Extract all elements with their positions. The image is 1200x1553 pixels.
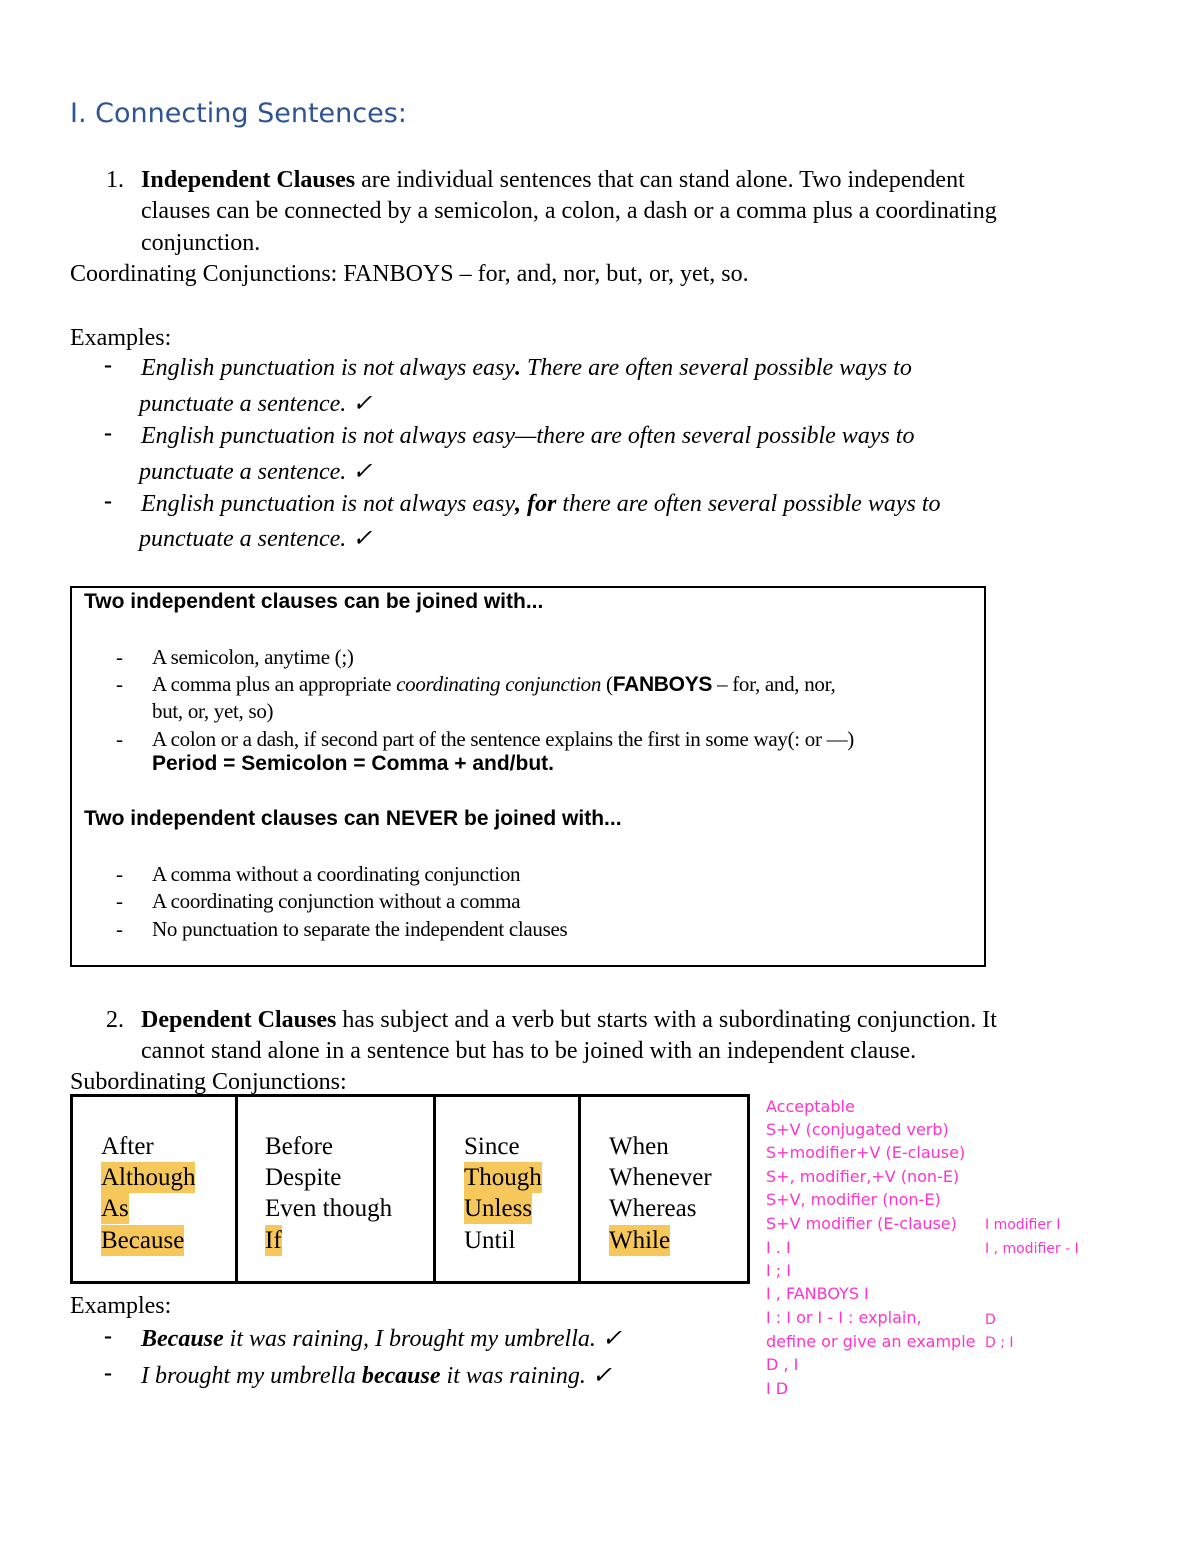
note-line: D , I [766,1355,799,1374]
fanboys-line: Coordinating Conjunctions: FANBOYS – for, and, nor, but, or, yet, so. [70,261,749,287]
section2-line1-rest: has subject and a verb but starts with a subordinating conjunction. It [336,1007,997,1033]
section1-line1-rest: are individual sentences that can stand alone. Two independent [355,167,965,193]
example-dependent-1-because: Because [141,1326,224,1352]
conjunction-word-highlighted: Unless [464,1195,533,1222]
conjunction-word-highlighted: While [609,1227,671,1254]
conjunction-word-highlighted: Though [464,1164,542,1191]
section1-line2: clauses can be connected by a semicolon, a colon, a dash or a comma plus a coordinating [141,198,997,224]
conjunction-word-highlighted: Although [101,1164,196,1191]
example-dependent-1-rest: it was raining, I brought my umbrella. ✓ [223,1326,622,1352]
bullet-dash: - [116,645,123,669]
note-line: Acceptable [766,1097,855,1116]
note-line: I , FANBOYS I [766,1284,869,1303]
example2-line2: punctuate a sentence. ✓ [139,459,373,485]
conjunction-word: Even though [265,1195,393,1222]
rules-heading-never: Two independent clauses can NEVER be joined with... [84,807,622,830]
conjunction-word-highlighted: If [265,1227,282,1254]
example3-line1 [141,487,940,521]
bullet-dash: - [116,889,123,913]
example1-part-a: English punctuation is not always easy [141,355,515,381]
note-line: S+modifier+V (E-clause) [766,1143,966,1162]
conjunction-word: Before [265,1133,334,1160]
section2-line2: cannot stand alone in a sentence but has to be joined with an independent clause. [141,1038,917,1064]
example1-part-c: There are often several possible ways to [520,355,912,381]
example2-line1: English punctuation is not always easy—there are often several possible ways to [141,423,915,449]
note-line-right: I modifier I [985,1217,1061,1233]
note-line: S+V modifier (E-clause) [766,1214,957,1233]
section2-line1 [141,1004,997,1036]
note-line: S+V (conjugated verb) [766,1120,949,1139]
join-item-text: A colon or a dash, if second part of the sentence explains the first in some way(: or —) [152,727,854,751]
rules-box [70,586,986,967]
conjunction-word: Despite [265,1164,342,1191]
example3-line2: punctuate a sentence. ✓ [139,526,373,552]
example-dependent-2-c: it was raining. ✓ [440,1363,612,1389]
note-line: I ; I [766,1261,791,1280]
join2-text-a: A comma plus an appropriate [152,672,397,696]
example3-part-a: English punctuation is not always easy [141,491,515,517]
join-item-text: A semicolon, anytime (;) [152,645,354,669]
conjunction-word: When [609,1133,669,1160]
example1-period: . [514,355,521,381]
bullet-dash: - [116,917,123,941]
join2-text-e: – for, and, nor, [712,672,836,696]
table-column [581,1097,747,1281]
conjunction-word: Since [464,1133,520,1160]
bullet-dash: - [116,727,123,751]
join2-text-c: ( [601,672,613,696]
note-line-right: D ; I [985,1335,1014,1351]
note-line: S+V, modifier (non-E) [766,1190,941,1209]
section1-line1 [141,164,965,196]
note-line-right: I , modifier - I [985,1241,1079,1257]
note-line: define or give an example [766,1332,976,1351]
subordinating-label: Subordinating Conjunctions: [70,1069,347,1095]
example-dependent-2-a: I brought my umbrella [141,1363,362,1389]
table-column [436,1097,581,1281]
section2-term: Dependent Clauses [141,1007,337,1033]
conjunction-word: After [101,1133,154,1160]
example-dependent-2 [141,1359,612,1393]
example-dependent-1 [141,1322,622,1356]
example1-line2: punctuate a sentence. ✓ [139,391,373,417]
bullet-dash: - [116,672,123,696]
conjunction-word-highlighted: Because [101,1227,185,1254]
example-dependent-2-because: because [361,1363,441,1389]
join-item-text [152,672,835,697]
table-column [238,1097,436,1281]
note-line: S+, modifier,+V (non-E) [766,1167,960,1186]
never-item-text: No punctuation to separate the independent clauses [152,917,568,941]
bullet-dash: - [116,862,123,886]
conjunction-word: Whereas [609,1195,697,1222]
examples-label: Examples: [70,325,172,351]
rules-heading-joined: Two independent clauses can be joined with... [84,590,544,613]
join2-line2: but, or, yet, so) [152,699,274,723]
bullet-dash: - [104,420,112,446]
page-title: I. Connecting Sentences: [70,98,407,129]
join2-text-b: coordinating conjunction [396,672,602,696]
never-item-text: A coordinating conjunction without a comma [152,889,521,913]
section1-line3: conjunction. [141,230,261,256]
conjunction-word: Until [464,1227,516,1254]
list-number-1: 1. [106,167,124,193]
table-column [73,1097,238,1281]
example1-line1 [141,351,912,385]
join2-fanboys: FANBOYS [612,673,713,696]
example3-for: , for [514,491,557,517]
never-item-text: A comma without a coordinating conjunction [152,862,521,886]
note-line: I . I [766,1238,791,1257]
bullet-dash: - [104,1323,112,1349]
bullet-dash: - [104,352,112,378]
conjunction-word: Whenever [609,1164,712,1191]
note-line: I : I or I - I : explain, [766,1308,922,1327]
conjunction-word-highlighted: As [101,1195,129,1222]
examples-label-2: Examples: [70,1293,172,1319]
bullet-dash: - [104,1360,112,1386]
note-line-right: D [985,1312,996,1328]
example3-part-c: there are often several possible ways to [556,491,941,517]
bullet-dash: - [104,488,112,514]
list-number-2: 2. [106,1007,124,1033]
subordinating-table [70,1094,750,1284]
note-line: I D [766,1379,789,1398]
section1-term: Independent Clauses [141,167,356,193]
period-rule: Period = Semicolon = Comma + and/but. [152,752,555,775]
